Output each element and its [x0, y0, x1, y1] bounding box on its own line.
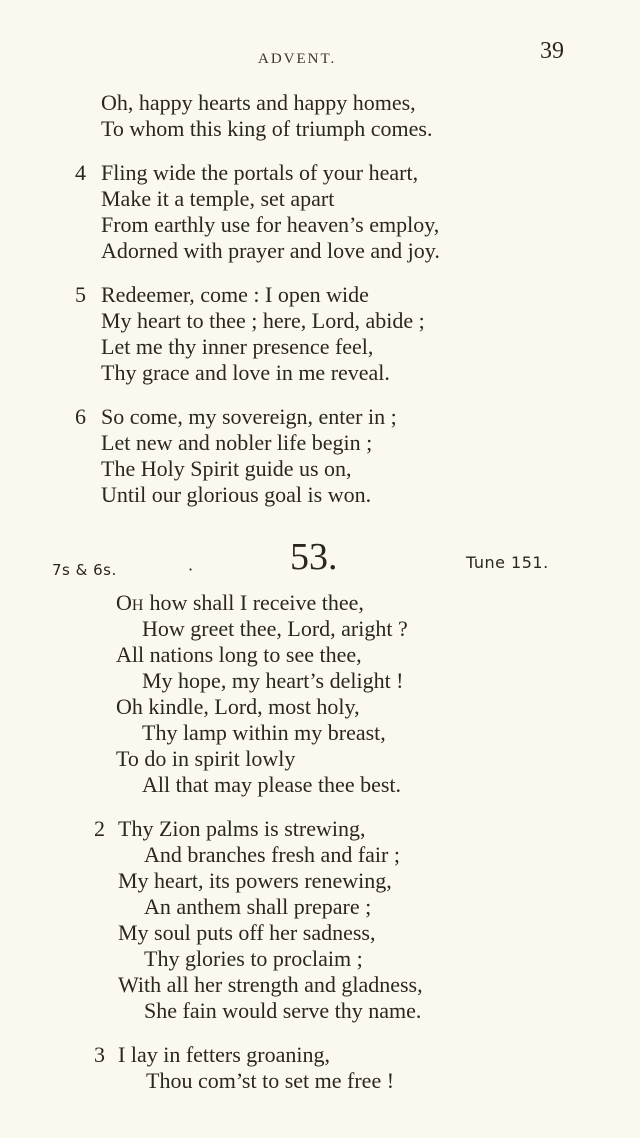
verse-line: So come, my sovereign, enter in ; — [101, 404, 397, 429]
verse-line-first — [116, 590, 364, 619]
verse-line: From earthly use for heaven’s employ, — [101, 212, 440, 237]
verse-line: With all her strength and gladness, — [118, 972, 423, 997]
stanza-number: 2 — [94, 816, 105, 841]
stanza-number: 5 — [75, 282, 86, 307]
first-line-rest: how shall I receive thee, — [143, 590, 364, 615]
verse-line: And branches fresh and fair ; — [144, 842, 400, 867]
verse-line: Redeemer, come : I open wide — [101, 282, 369, 307]
verse-line: Thy lamp within my breast, — [142, 720, 386, 745]
running-title: ADVENT. — [258, 51, 337, 67]
meter-label: 7s & 6s. — [52, 561, 117, 579]
verse-line: Fling wide the portals of your heart, — [101, 160, 419, 185]
verse-line: Thy grace and love in me reveal. — [101, 360, 390, 385]
tune-label: Tune 151. — [466, 553, 549, 572]
separator-dot: · — [188, 560, 194, 579]
verse-line: I lay in fetters groaning, — [118, 1042, 330, 1067]
verse-line: Let me thy inner presence feel, — [101, 334, 374, 359]
verse-line: Make it a temple, set apart — [101, 186, 335, 211]
verse-line: The Holy Spirit guide us on, — [101, 456, 352, 481]
verse-line: Thou com’st to set me free ! — [146, 1068, 395, 1093]
small-caps: H — [131, 597, 144, 614]
verse-line: Thy Zion palms is strewing, — [118, 816, 366, 841]
verse-line: An anthem shall prepare ; — [144, 894, 372, 919]
verse-line: My heart, its powers renewing, — [118, 868, 392, 893]
hymn-number: 53. — [290, 536, 338, 578]
verse-line: To whom this king of triumph comes. — [101, 116, 433, 141]
verse-line: Oh kindle, Lord, most holy, — [116, 694, 360, 719]
verse-line: My hope, my heart’s delight ! — [142, 668, 404, 693]
verse-line: How greet thee, Lord, aright ? — [142, 616, 408, 641]
verse-line: She fain would serve thy name. — [144, 998, 422, 1023]
verse-line: All nations long to see thee, — [116, 642, 362, 667]
verse-line: All that may please thee best. — [142, 772, 402, 797]
verse-line: To do in spirit lowly — [116, 746, 296, 771]
page-number: 39 — [540, 38, 564, 64]
verse-line: Until our glorious goal is won. — [101, 482, 372, 507]
verse-line: My soul puts off her sadness, — [118, 920, 376, 945]
verse-line: Oh, happy hearts and happy homes, — [101, 90, 416, 115]
stanza-number: 3 — [94, 1042, 105, 1067]
verse-line: Adorned with prayer and love and joy. — [101, 238, 440, 263]
verse-line: Thy glories to proclaim ; — [144, 946, 363, 971]
verse-line: My heart to thee ; here, Lord, abide ; — [101, 308, 425, 333]
stanza-number: 4 — [75, 160, 86, 185]
stanza-number: 6 — [75, 404, 86, 429]
verse-line: Let new and nobler life begin ; — [101, 430, 373, 455]
drop-cap: O — [116, 590, 132, 615]
